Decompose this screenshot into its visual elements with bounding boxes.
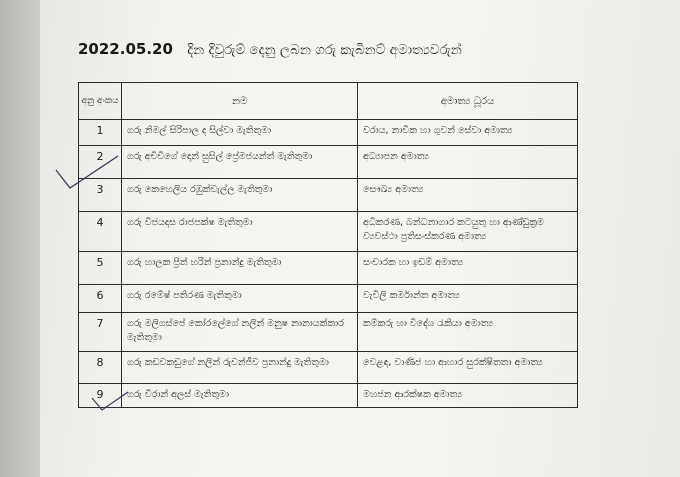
column-header-ministry: අමාත්‍ය ධූරය <box>358 83 578 120</box>
table-row <box>79 384 578 408</box>
row-name: ගරු විරාන් අලස් මැතිතුමා <box>122 384 358 408</box>
table-header-row <box>79 83 578 120</box>
row-name: ගරු නිමල් සිරිපාල ද සිල්වා මැතිතුමා <box>122 120 358 146</box>
row-number: 2 <box>79 146 122 179</box>
row-name: ගරු හාලක ප්‍රිත් හරින් ප්‍රනාන්දු මැතිතුමා <box>122 252 358 285</box>
document-heading <box>78 40 638 58</box>
row-number: 5 <box>79 252 122 285</box>
row-number: 7 <box>79 313 122 352</box>
table-row <box>79 146 578 179</box>
row-ministry: අධිකරණ, බන්ධනාගාර කටයුතු හා ආණ්ඩුක්‍රම ව්‍යවස්ථා ප්‍රතිසංස්කරණ අමාත්‍ය <box>358 212 578 252</box>
heading-date: 2022.05.20 <box>78 40 173 58</box>
row-number: 4 <box>79 212 122 252</box>
table-row <box>79 313 578 352</box>
table-row <box>79 352 578 384</box>
column-header-name: නම <box>122 83 358 120</box>
row-number: 8 <box>79 352 122 384</box>
row-ministry: මහජන ආරක්ෂක අමාත්‍ය <box>358 384 578 408</box>
row-name: ගරු රමේෂ් පතිරණ මැතිතුමා <box>122 285 358 313</box>
heading-title: දින දිවුරුම් දෙනු ලබන ගරු කැබිනට් අමාත්‍යවරුන් <box>187 42 462 58</box>
row-ministry: වැවිලි කර්මාන්ත අමාත්‍ය <box>358 285 578 313</box>
table-row <box>79 252 578 285</box>
row-ministry: වරාය, නාවික හා ගුවන් සේවා අමාත්‍ය <box>358 120 578 146</box>
row-name: ගරු කෙහෙලිය රඹුක්වැල්ල මැතිතුමා <box>122 179 358 212</box>
row-ministry: සෞඛ්‍ය අමාත්‍ය <box>358 179 578 212</box>
row-ministry: කම්කරු හා විදේශ රැකියා අමාත්‍ය <box>358 313 578 352</box>
row-name: ගරු විජයදාස රාජපක්ෂ මැතිතුමා <box>122 212 358 252</box>
row-name: ගරු මලිගස්පේ කෝරලේගේ නලින් මනුෂ නානායක්කාර මැතිතුමා <box>122 313 358 352</box>
row-ministry: සංචාරක හා ඉඩම් අමාත්‍ය <box>358 252 578 285</box>
table-row <box>79 212 578 252</box>
row-number: 1 <box>79 120 122 146</box>
row-name: ගරු කඩවකඩුගේ නලින් රුවන්ජීව ප්‍රනාන්දු මැතිතුමා <box>122 352 358 384</box>
row-number: 6 <box>79 285 122 313</box>
row-number: 3 <box>79 179 122 212</box>
row-ministry: වෙළඳ, වාණිජ හා ආහාර සුරක්ෂිතතා අමාත්‍ය <box>358 352 578 384</box>
table-row <box>79 120 578 146</box>
column-header-number: අනු අංකය <box>79 83 122 120</box>
table-row <box>79 285 578 313</box>
row-number: 9 <box>79 384 122 408</box>
ministers-table <box>78 82 578 408</box>
row-ministry: අධ්‍යාපන අමාත්‍ය <box>358 146 578 179</box>
table-row <box>79 179 578 212</box>
row-name: ගරු අචිචිගේ දොන් සුසිල් ප්‍රේමජයන්ත් මැතිතුමා <box>122 146 358 179</box>
